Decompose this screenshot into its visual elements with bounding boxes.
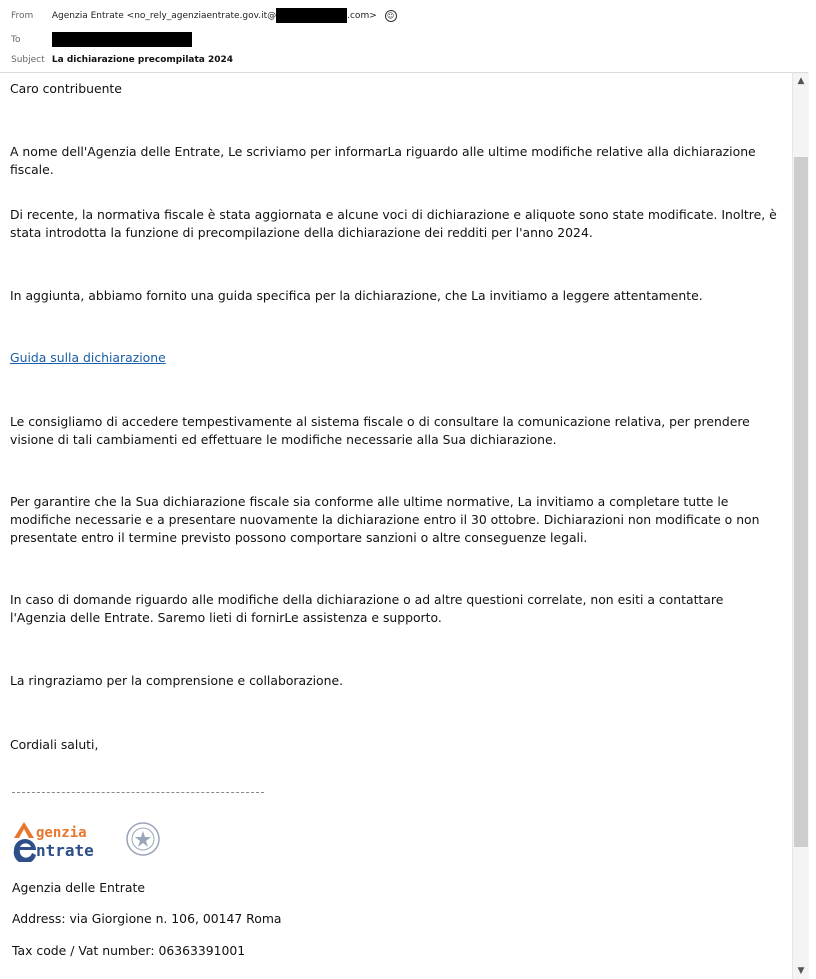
- redacted-recipient: [52, 32, 192, 47]
- info-circle-icon[interactable]: ☺: [385, 10, 397, 22]
- closing: Cordiali saluti,: [10, 737, 99, 752]
- to-row: [11, 32, 192, 48]
- logo-line2: ntrate: [36, 841, 94, 860]
- from-row: [11, 8, 397, 24]
- agenzia-entrate-logo: [12, 820, 162, 862]
- paragraph-7: La ringraziamo per la comprensione e collaborazione.: [10, 673, 344, 688]
- chevron-down-icon[interactable]: ▼: [797, 966, 805, 976]
- redacted-block: [276, 8, 347, 23]
- paragraph-1: A nome dell'Agenzia delle Entrate, Le scriviamo per informarLa riguardo alle ultime modifiche relative alla dichiarazione fiscale.: [10, 144, 756, 177]
- scrollbar-thumb[interactable]: [794, 157, 808, 847]
- subject-label: Subject: [11, 55, 45, 65]
- from-label: From: [11, 11, 34, 21]
- from-address-start: Agenzia Entrate <no_rely_agenziaentrate.gov.it@: [51, 11, 277, 21]
- paragraph-4: Le consigliamo di accedere tempestivamente al sistema fiscale o di consultare la comunicazione relativa, per prendere visione di tali cambiamenti ed effettuare le modifiche necessarie alla Sua dichiarazione.: [10, 414, 750, 447]
- chevron-up-icon[interactable]: ▲: [797, 76, 805, 86]
- signature-tax: Tax code / Vat number: 06363391001: [12, 943, 246, 958]
- header-divider: [0, 72, 808, 73]
- signature-address: Address: via Giorgione n. 106, 00147 Roma: [12, 911, 282, 926]
- email-header: [0, 0, 816, 72]
- paragraph-6: In caso di domande riguardo alle modifiche della dichiarazione o ad altre questioni correlate, non esiti a contattare l'Agenzia delle Entrate. Saremo lieti di fornirLe assistenza e supporto.: [10, 592, 724, 625]
- paragraph-3: In aggiunta, abbiamo fornito una guida specifica per la dichiarazione, che La invitiamo a leggere attentamente.: [10, 288, 703, 303]
- signature-org: Agenzia delle Entrate: [12, 880, 145, 895]
- italian-emblem-icon: [127, 823, 159, 855]
- paragraph-2: Di recente, la normativa fiscale è stata aggiornata e alcune voci di dichiarazione e aliquote sono state modificate. Inoltre, è stata introdotta la funzione di precompilazione della dichiarazione dei redditi per l'anno 2024.: [10, 207, 777, 240]
- subject-value: La dichiarazione precompilata 2024: [51, 55, 234, 65]
- greeting: Caro contribuente: [10, 81, 122, 96]
- logo-graphic: [12, 820, 162, 862]
- vertical-scrollbar[interactable]: [792, 73, 809, 979]
- guide-link-wrapper: [10, 349, 780, 367]
- paragraph-5: Per garantire che la Sua dichiarazione fiscale sia conforme alle ultime normative, La invitiamo a completare tutte le modifiche necessarie e a presentare nuovamente la dichiarazione entro il 30 ottobre. Dichiarazioni non modificate o non presentate entro il termine previsto possono comportare sanzioni o altre conseguenze legali.: [10, 494, 760, 545]
- to-label: To: [11, 35, 21, 45]
- subject-row: [11, 52, 233, 68]
- from-address-end: .com>: [347, 11, 377, 21]
- signature-separator: [12, 792, 264, 793]
- guide-link[interactable]: Guida sulla dichiarazione: [10, 350, 166, 365]
- logo-line1: genzia: [36, 825, 87, 841]
- from-value[interactable]: [52, 11, 377, 21]
